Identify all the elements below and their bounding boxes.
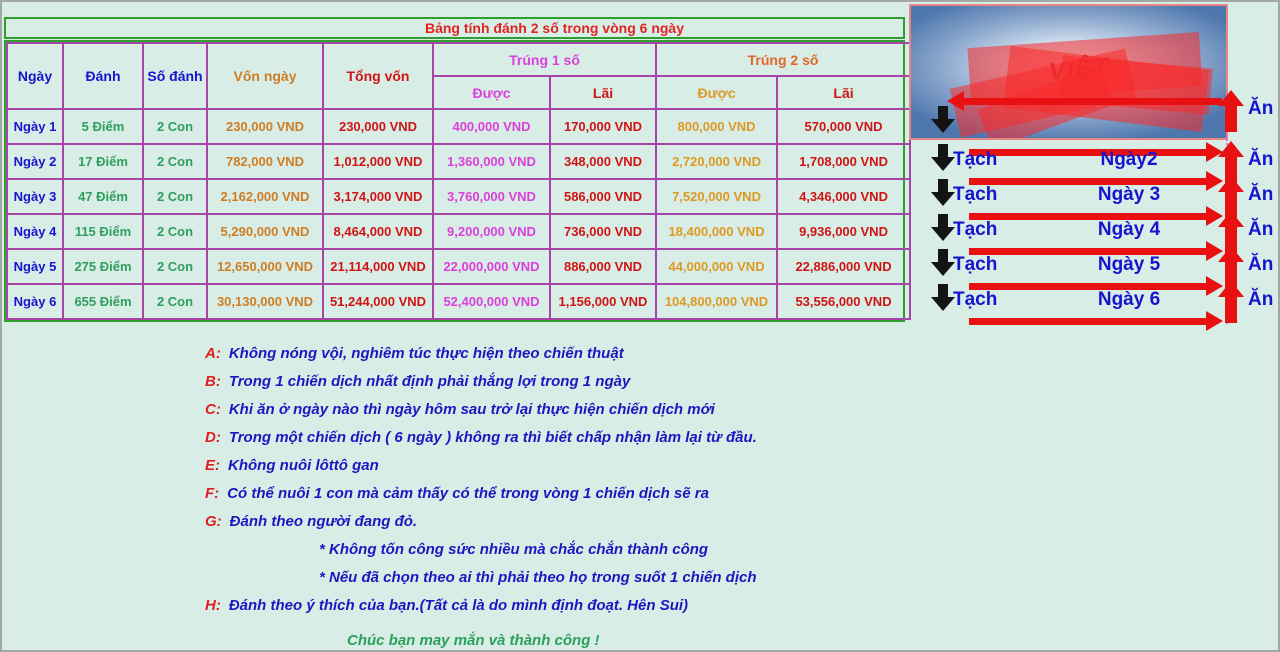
cell-so-danh: 2 Con <box>143 179 207 214</box>
arrow-down-icon <box>938 179 948 192</box>
cell-trung2-lai: 570,000 VND <box>777 109 910 144</box>
table-row <box>7 179 910 214</box>
note-text: Không nóng vội, nghiêm túc thực hiện theo chiến thuật <box>228 345 624 362</box>
cell-von-ngay: 230,000 VND <box>207 109 323 144</box>
table-title-bar <box>4 17 905 39</box>
note-text: * Nếu đã chọn theo ai thì phải theo họ trong suốt 1 chiến dịch <box>319 569 757 586</box>
watermark-box <box>909 4 1228 140</box>
cell-trung1-lai: 170,000 VND <box>550 109 656 144</box>
cell-trung1-lai: 586,000 VND <box>550 179 656 214</box>
day-label: Ngày 6 <box>1097 289 1161 310</box>
cell-danh: 275 Điểm <box>63 249 143 284</box>
arrow-down-icon <box>938 284 948 297</box>
cell-trung2-lai: 1,708,000 VND <box>777 144 910 179</box>
cell-tong-von: 230,000 VND <box>323 109 433 144</box>
note-text: Đánh theo người đang đỏ. <box>229 513 418 530</box>
note-line <box>205 373 925 393</box>
day-label: Ngày2 <box>1100 149 1158 170</box>
table-row <box>7 249 910 284</box>
header-trung-1-so: Trúng 1 số <box>433 43 656 76</box>
fail-label: Tạch <box>953 254 998 275</box>
header-danh: Đánh <box>63 43 143 109</box>
arrow-down-icon <box>938 106 948 119</box>
cell-ngay: Ngày 5 <box>7 249 63 284</box>
header-von-ngay: Vốn ngày <box>207 43 323 109</box>
cell-trung1-duoc: 9,200,000 VND <box>433 214 550 249</box>
table-row <box>7 284 910 319</box>
cell-trung1-lai: 886,000 VND <box>550 249 656 284</box>
note-line <box>205 345 925 365</box>
cell-trung2-lai: 9,936,000 VND <box>777 214 910 249</box>
cell-trung1-lai: 736,000 VND <box>550 214 656 249</box>
cell-trung1-duoc: 1,360,000 VND <box>433 144 550 179</box>
note-label: H: <box>205 597 221 614</box>
cell-danh: 47 Điểm <box>63 179 143 214</box>
note-line <box>205 401 925 421</box>
cell-trung1-lai: 348,000 VND <box>550 144 656 179</box>
arrow-right-icon <box>969 318 1206 325</box>
cell-tong-von: 8,464,000 VND <box>323 214 433 249</box>
note-line <box>205 429 925 449</box>
note-text: Trong một chiến dịch ( 6 ngày ) không ra thì biết chấp nhận làm lại từ đầu. <box>228 429 757 446</box>
cell-trung1-duoc: 22,000,000 VND <box>433 249 550 284</box>
table-row <box>7 144 910 179</box>
win-label: Ăn <box>1248 219 1274 240</box>
fail-label: Tạch <box>953 219 998 240</box>
note-line <box>205 457 925 477</box>
arrow-down-icon <box>938 214 948 227</box>
win-label: Ăn <box>1248 254 1274 275</box>
table-row <box>7 109 910 144</box>
note-text: Không nuôi lôttô gan <box>228 457 379 474</box>
note-label: E: <box>205 457 220 474</box>
cell-trung2-lai: 53,556,000 VND <box>777 284 910 319</box>
cell-so-danh: 2 Con <box>143 144 207 179</box>
win-label: Ăn <box>1248 289 1274 310</box>
header-trung-2-so: Trúng 2 số <box>656 43 910 76</box>
cell-trung2-lai: 22,886,000 VND <box>777 249 910 284</box>
note-label: G: <box>205 513 222 530</box>
note-text: Có thể nuôi 1 con mà cảm thấy có thể trong vòng 1 chiến dịch sẽ ra <box>227 485 709 502</box>
note-label: D: <box>205 429 221 446</box>
header-lai-2: Lãi <box>777 76 910 109</box>
notes-list <box>205 345 925 625</box>
win-label: Ăn <box>1248 184 1274 205</box>
arrow-up-icon <box>1225 297 1237 323</box>
header-ngay: Ngày <box>7 43 63 109</box>
cell-von-ngay: 12,650,000 VND <box>207 249 323 284</box>
fail-label: Tạch <box>953 184 998 205</box>
cell-so-danh: 2 Con <box>143 109 207 144</box>
day-label: Ngày 4 <box>1097 219 1161 240</box>
arrow-down-icon <box>938 144 948 157</box>
header-duoc-1: Được <box>433 76 550 109</box>
note-line <box>205 485 925 505</box>
day-label: Ngày 3 <box>1097 184 1161 205</box>
day-label: Ngày 5 <box>1097 254 1161 275</box>
cell-von-ngay: 782,000 VND <box>207 144 323 179</box>
cell-trung1-duoc: 3,760,000 VND <box>433 179 550 214</box>
cell-von-ngay: 5,290,000 VND <box>207 214 323 249</box>
cell-ngay: Ngày 1 <box>7 109 63 144</box>
table-title: Bảng tính đánh 2 số trong vòng 6 ngày <box>424 20 684 36</box>
table-row <box>7 214 910 249</box>
cell-trung2-duoc: 18,400,000 VND <box>656 214 777 249</box>
header-lai-1: Lãi <box>550 76 656 109</box>
cell-danh: 115 Điểm <box>63 214 143 249</box>
cell-danh: 17 Điểm <box>63 144 143 179</box>
note-line <box>205 597 925 617</box>
footer-wish: Chúc bạn may mắn và thành công ! <box>347 632 600 649</box>
cell-trung2-lai: 4,346,000 VND <box>777 179 910 214</box>
cell-trung1-duoc: 52,400,000 VND <box>433 284 550 319</box>
cell-so-danh: 2 Con <box>143 249 207 284</box>
cell-von-ngay: 30,130,000 VND <box>207 284 323 319</box>
note-line <box>205 569 925 589</box>
cell-danh: 655 Điểm <box>63 284 143 319</box>
header-so-danh: Số đánh <box>143 43 207 109</box>
cell-trung1-lai: 1,156,000 VND <box>550 284 656 319</box>
cell-tong-von: 51,244,000 VND <box>323 284 433 319</box>
note-label: A: <box>205 345 221 362</box>
cell-ngay: Ngày 4 <box>7 214 63 249</box>
note-text: Đánh theo ý thích của bạn.(Tất cả là do mình định đoạt. Hên Sui) <box>228 597 689 614</box>
cell-ngay: Ngày 2 <box>7 144 63 179</box>
cell-trung2-duoc: 104,800,000 VND <box>656 284 777 319</box>
fail-label: Tạch <box>953 289 998 310</box>
cell-ngay: Ngày 3 <box>7 179 63 214</box>
fail-label: Tạch <box>953 149 998 170</box>
betting-table <box>6 42 911 320</box>
header-duoc-2: Được <box>656 76 777 109</box>
note-text: Khi ăn ở ngày nào thì ngày hôm sau trở lại thực hiện chiến dịch mới <box>228 401 715 418</box>
win-label: Ăn <box>1248 98 1274 119</box>
arrow-down-icon <box>938 249 948 262</box>
cell-tong-von: 1,012,000 VND <box>323 144 433 179</box>
cell-so-danh: 2 Con <box>143 214 207 249</box>
cell-tong-von: 21,114,000 VND <box>323 249 433 284</box>
note-line <box>205 541 925 561</box>
arrow-left-icon <box>964 98 1222 105</box>
cell-trung2-duoc: 7,520,000 VND <box>656 179 777 214</box>
arrow-up-icon <box>1225 106 1237 132</box>
cell-so-danh: 2 Con <box>143 284 207 319</box>
cell-trung2-duoc: 800,000 VND <box>656 109 777 144</box>
cell-trung2-duoc: 2,720,000 VND <box>656 144 777 179</box>
note-line <box>205 513 925 533</box>
note-label: F: <box>205 485 220 502</box>
betting-table-wrapper <box>4 40 905 322</box>
cell-trung1-duoc: 400,000 VND <box>433 109 550 144</box>
win-label: Ăn <box>1248 149 1274 170</box>
cell-tong-von: 3,174,000 VND <box>323 179 433 214</box>
header-tong-von: Tổng vốn <box>323 43 433 109</box>
note-label: B: <box>205 373 221 390</box>
cell-von-ngay: 2,162,000 VND <box>207 179 323 214</box>
note-text: Trong 1 chiến dịch nhất định phải thắng lợi trong 1 ngày <box>228 373 631 390</box>
cell-ngay: Ngày 6 <box>7 284 63 319</box>
cell-danh: 5 Điểm <box>63 109 143 144</box>
cell-trung2-duoc: 44,000,000 VND <box>656 249 777 284</box>
note-text: * Không tốn công sức nhiều mà chắc chắn thành công <box>319 541 709 558</box>
note-label: C: <box>205 401 221 418</box>
